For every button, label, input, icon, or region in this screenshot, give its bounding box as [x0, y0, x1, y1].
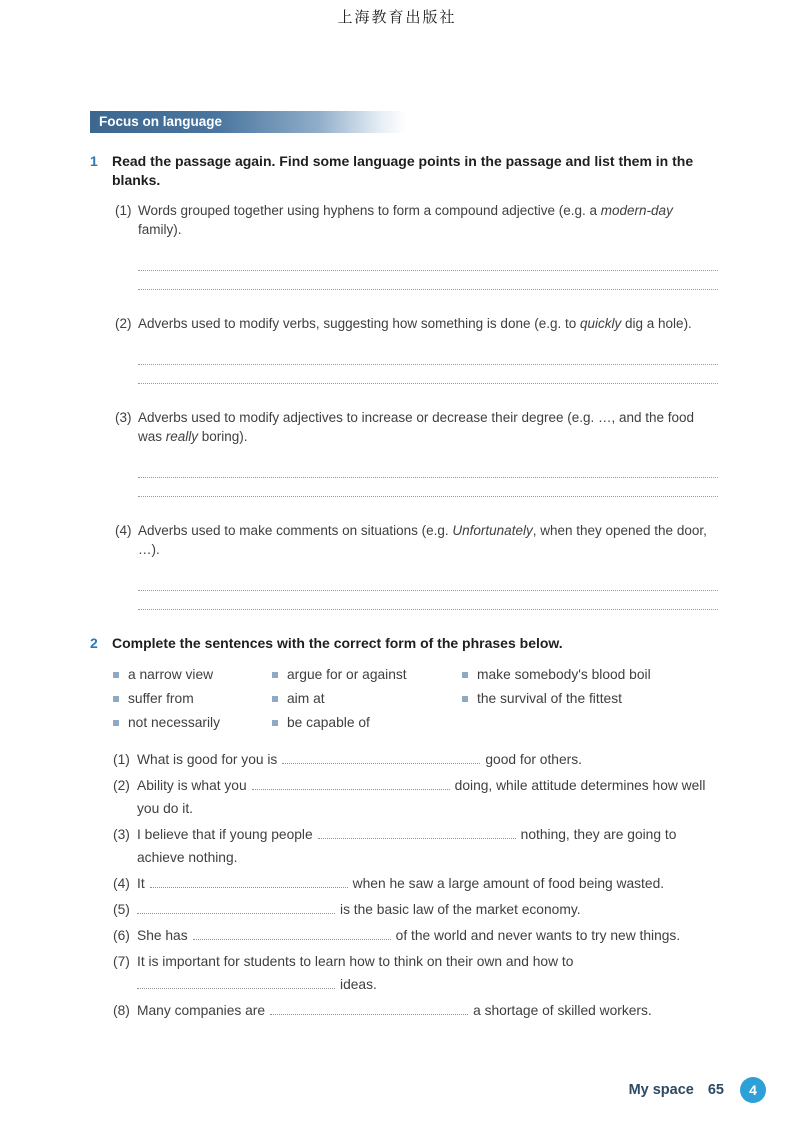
- phrase-label: suffer from: [128, 691, 194, 706]
- item-text-after: boring).: [198, 429, 248, 444]
- phrase-label: not necessarily: [128, 715, 221, 730]
- item-text-before: Adverbs used to modify verbs, suggesting how something is done (e.g. to: [138, 316, 580, 331]
- language-point-item: [115, 408, 718, 497]
- answer-line[interactable]: [138, 478, 718, 497]
- item-number: (3): [115, 410, 132, 425]
- sentence-item: [113, 748, 718, 771]
- phrase-label: be capable of: [287, 715, 370, 730]
- sentence-item: [113, 898, 718, 921]
- square-bullet-icon: [113, 672, 119, 678]
- fill-in-blank[interactable]: [252, 777, 450, 790]
- phrase-item: [113, 715, 272, 730]
- sentence-number: (3): [113, 827, 130, 842]
- sentence-item: [113, 774, 718, 820]
- square-bullet-icon: [272, 672, 278, 678]
- item-text: [138, 201, 718, 239]
- answer-line[interactable]: [138, 252, 718, 271]
- sentence-before: It: [137, 876, 145, 891]
- square-bullet-icon: [272, 696, 278, 702]
- item-text: [138, 521, 718, 559]
- sentence-text: [137, 748, 582, 771]
- answer-area: [138, 346, 718, 384]
- item-text-italic: really: [165, 429, 199, 444]
- phrase-label: argue for or against: [287, 667, 407, 682]
- item-text-italic: Unfortunately: [452, 523, 533, 538]
- phrase-item: [272, 667, 462, 682]
- sentence-after: a shortage of skilled workers.: [473, 1003, 652, 1018]
- sentence-after: good for others.: [485, 752, 582, 767]
- unit-number-badge: 4: [740, 1077, 766, 1103]
- item-text-italic: quickly: [580, 316, 622, 331]
- sentence-after: doing, while attitude determines how well you do it.: [137, 778, 706, 816]
- square-bullet-icon: [462, 696, 468, 702]
- answer-line[interactable]: [138, 346, 718, 365]
- phrase-label: the survival of the fittest: [477, 691, 622, 706]
- item-text-after: , when they opened the door, …).: [138, 523, 707, 557]
- sentence-before: Ability is what you: [137, 778, 247, 793]
- phrase-label: a narrow view: [128, 667, 214, 682]
- phrase-label: aim at: [287, 691, 325, 706]
- exercise-1-header: [90, 152, 718, 190]
- fill-in-blank[interactable]: [270, 1002, 468, 1015]
- phrase-item: [462, 667, 718, 682]
- sentence-before: She has: [137, 928, 188, 943]
- item-number: (2): [115, 316, 132, 331]
- sentence-text: [137, 872, 664, 895]
- exercise-2-instruction: Complete the sentences with the correct form of the phrases below.: [112, 635, 563, 651]
- sentence-number: (2): [113, 778, 130, 793]
- item-text-after: family).: [138, 222, 182, 237]
- sentence-before: It is important for students to learn how to think on their own and how to: [137, 954, 574, 969]
- sentence-before: What is good for you is: [137, 752, 278, 767]
- item-text-after: dig a hole).: [621, 316, 692, 331]
- item-text: [138, 314, 718, 333]
- sentence-text: [137, 924, 680, 947]
- square-bullet-icon: [272, 720, 278, 726]
- sentence-after: nothing, they are going to achieve nothing.: [137, 827, 677, 865]
- fill-in-blank[interactable]: [193, 927, 391, 940]
- answer-area: [138, 572, 718, 610]
- fill-in-blank[interactable]: [150, 875, 348, 888]
- phrase-bank: [113, 667, 718, 730]
- fill-in-blank[interactable]: [137, 901, 335, 914]
- sentence-before: I believe that if young people: [137, 827, 313, 842]
- exercise-1: [90, 152, 718, 610]
- sentence-number: (1): [113, 752, 130, 767]
- focus-on-language-banner: Focus on language: [90, 111, 406, 133]
- square-bullet-icon: [113, 696, 119, 702]
- sentence-item: [113, 872, 718, 895]
- sentence-text: [137, 999, 652, 1022]
- answer-line[interactable]: [138, 591, 718, 610]
- phrase-item: [113, 667, 272, 682]
- sentence-item: [113, 924, 718, 947]
- language-point-item: [115, 314, 718, 384]
- sentence-text: [137, 774, 718, 820]
- fill-in-blank[interactable]: [318, 826, 516, 839]
- fill-in-blank[interactable]: [282, 751, 480, 764]
- exercise-1-instruction: Read the passage again. Find some language points in the passage and list them in the blanks.: [112, 153, 694, 188]
- publisher-name: 上海教育出版社: [337, 10, 457, 26]
- item-text: [138, 408, 718, 446]
- exercise-1-number: 1: [90, 153, 98, 169]
- phrase-item: [113, 691, 272, 706]
- sentence-number: (8): [113, 1003, 130, 1018]
- page-content: [90, 152, 718, 1025]
- sentence-number: (6): [113, 928, 130, 943]
- phrase-item: [272, 691, 462, 706]
- exercise-2: [90, 634, 718, 1022]
- sentence-number: (4): [113, 876, 130, 891]
- phrase-item: [462, 691, 718, 706]
- answer-line[interactable]: [138, 459, 718, 478]
- page-footer: [629, 1077, 766, 1103]
- answer-line[interactable]: [138, 365, 718, 384]
- sentence-after: ideas.: [340, 977, 377, 992]
- sentence-after: of the world and never wants to try new things.: [395, 928, 681, 943]
- language-point-item: [115, 201, 718, 290]
- item-number: (1): [115, 203, 132, 218]
- sentence-item: [113, 950, 718, 996]
- answer-line[interactable]: [138, 271, 718, 290]
- sentence-text: [137, 898, 581, 921]
- item-text-before: Adverbs used to make comments on situations (e.g.: [138, 523, 453, 538]
- sentence-number: (7): [113, 954, 130, 969]
- exercise-2-header: [90, 634, 718, 653]
- phrase-item: [272, 715, 462, 730]
- language-point-item: [115, 521, 718, 610]
- item-text-italic: modern-day: [600, 203, 673, 218]
- sentence-after: when he saw a large amount of food being wasted.: [352, 876, 665, 891]
- answer-area: [138, 252, 718, 290]
- square-bullet-icon: [462, 672, 468, 678]
- section-title: My space: [628, 1082, 694, 1098]
- phrase-label: make somebody's blood boil: [477, 667, 651, 682]
- answer-area: [138, 459, 718, 497]
- fill-in-blank[interactable]: [137, 976, 335, 989]
- item-number: (4): [115, 523, 132, 538]
- sentence-number: (5): [113, 902, 130, 917]
- item-text-before: Adverbs used to modify adjectives to increase or decrease their degree (e.g. …, and the food was: [138, 410, 695, 444]
- answer-line[interactable]: [138, 572, 718, 591]
- exercise-2-number: 2: [90, 635, 98, 651]
- sentence-before: Many companies are: [137, 1003, 266, 1018]
- page-number: 65: [707, 1082, 724, 1098]
- sentence-text: [137, 950, 573, 996]
- item-text-before: Words grouped together using hyphens to form a compound adjective (e.g. a: [138, 203, 601, 218]
- sentence-after: is the basic law of the market economy.: [340, 902, 581, 917]
- sentence-text: [137, 823, 718, 869]
- sentence-item: [113, 999, 718, 1022]
- square-bullet-icon: [113, 720, 119, 726]
- sentence-item: [113, 823, 718, 869]
